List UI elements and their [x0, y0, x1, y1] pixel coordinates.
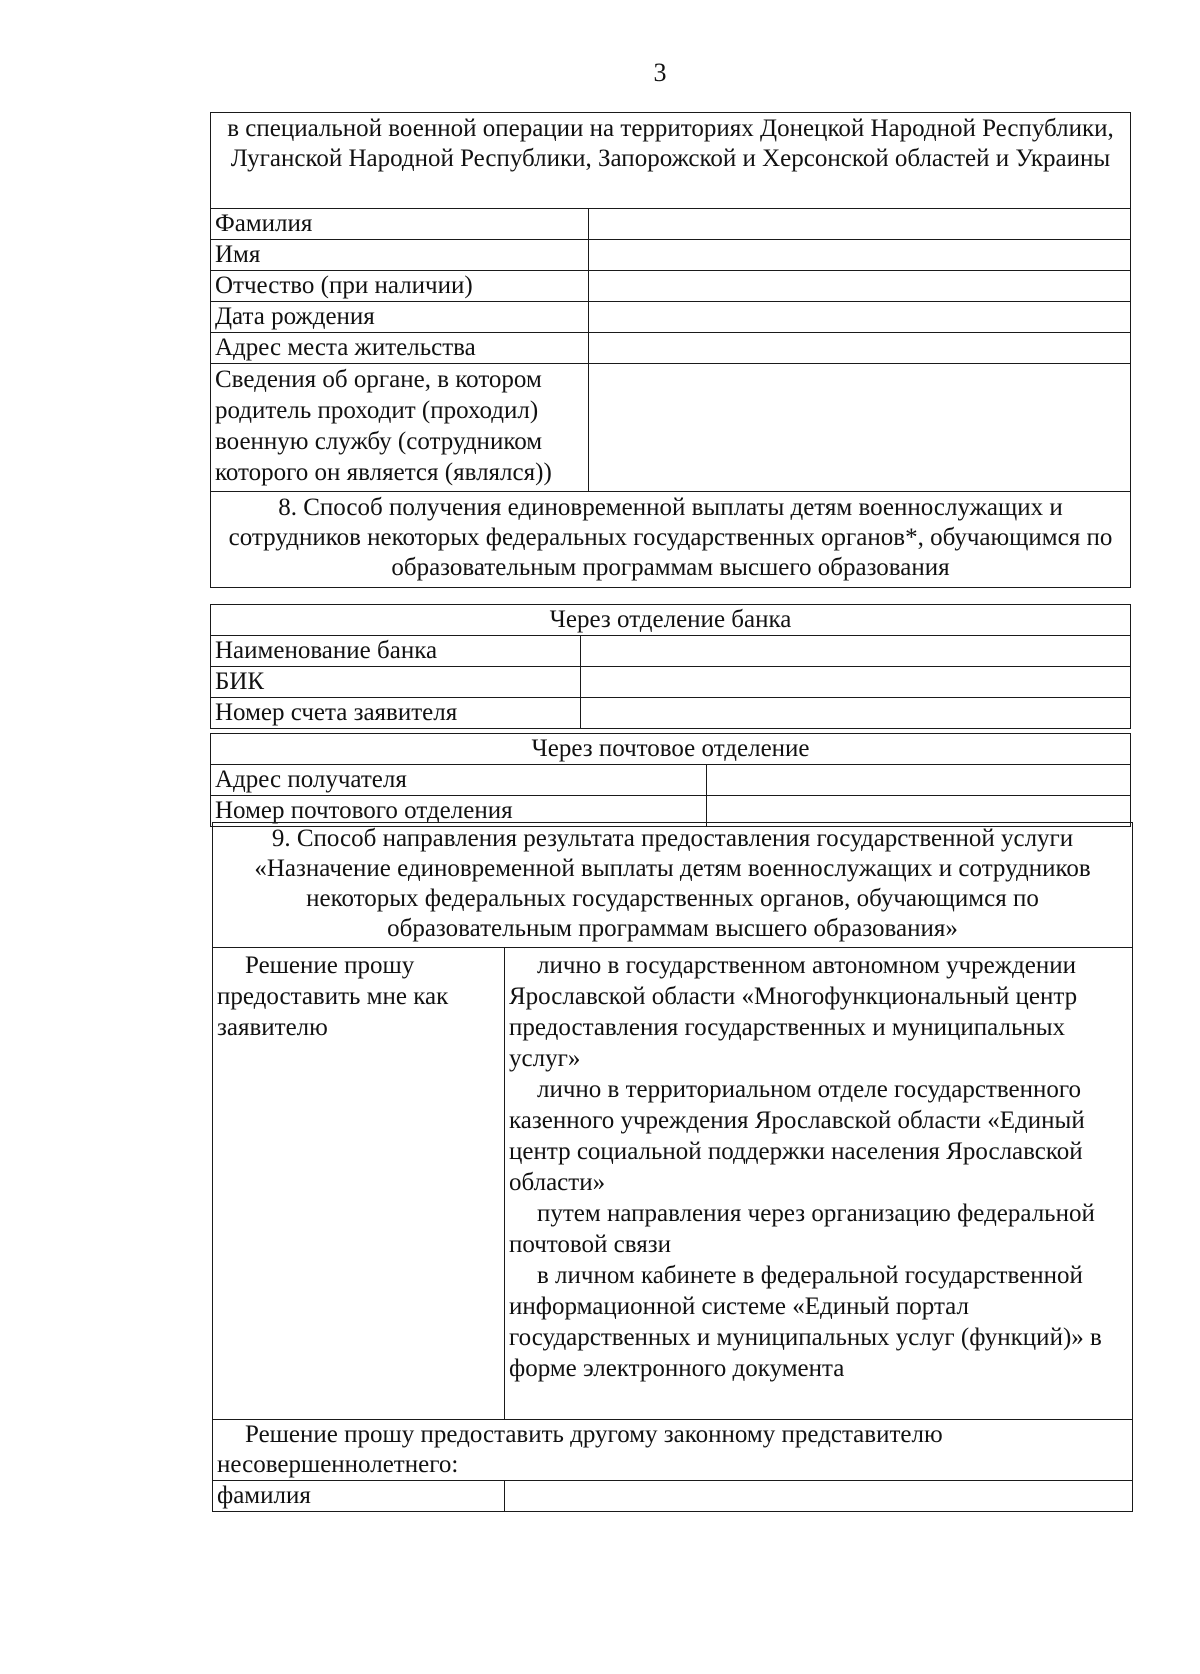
label-bank-name: Наименование банка — [211, 636, 581, 667]
table-row — [211, 209, 1131, 240]
label-surname: Фамилия — [211, 209, 589, 240]
name-field[interactable] — [589, 240, 1131, 271]
table-row — [211, 765, 1131, 796]
label-address: Адрес места жительства — [211, 333, 589, 364]
other-representative-text: Решение прошу предоставить другому законному представителю несовершеннолетнего: — [213, 1420, 1133, 1481]
bik-field[interactable] — [581, 667, 1131, 698]
table-row — [211, 667, 1131, 698]
section9-header: 9. Способ направления результата предоставления государственной услуги «Назначение единовременной выплаты детям военнослужащих и сотрудников некоторых федеральных государственных органов, обучающимся по образовательным программам высшего образования» — [213, 823, 1133, 948]
table-row — [211, 636, 1131, 667]
option-postal-service[interactable]: путем направления через организацию федеральной почтовой связи — [509, 1200, 1095, 1258]
parent-info-table — [210, 112, 1131, 588]
applicant-label: Решение прошу предоставить мне как заявителю — [213, 948, 505, 1420]
table-row — [211, 698, 1131, 729]
bank-table — [210, 604, 1131, 729]
table-row — [211, 240, 1131, 271]
option-mfc[interactable]: лично в государственном автономном учреждении Ярославской области «Многофункциональный центр предоставления государственных и муниципальных услуг» — [509, 952, 1078, 1072]
page-number: 3 — [653, 58, 667, 87]
label-bik: БИК — [211, 667, 581, 698]
option-social-support-center[interactable]: лично в территориальном отделе государственного казенного учреждения Ярославской области «Единый центр социальной поддержки населения Ярославской области» — [509, 1076, 1085, 1196]
label-patronymic: Отчество (при наличии) — [211, 271, 589, 302]
label-account-number: Номер счета заявителя — [211, 698, 581, 729]
table-row — [211, 364, 1131, 492]
label-rep-surname: фамилия — [213, 1481, 505, 1512]
recipient-address-field[interactable] — [707, 765, 1131, 796]
service-body-field[interactable] — [589, 364, 1131, 492]
section7-header: в специальной военной операции на территориях Донецкой Народной Республики, Луганской Народной Республики, Запорожской и Херсонской областей и Украины — [211, 113, 1131, 209]
rep-surname-field[interactable] — [505, 1481, 1133, 1512]
table-row — [211, 333, 1131, 364]
patronymic-field[interactable] — [589, 271, 1131, 302]
option-gosuslugi-portal[interactable]: в личном кабинете в федеральной государственной информационной системе «Единый портал государственных и муниципальных услуг (функций)» в форме электронного документа — [509, 1262, 1102, 1382]
post-table — [210, 733, 1131, 827]
table-row — [213, 1481, 1133, 1512]
bank-name-field[interactable] — [581, 636, 1131, 667]
table-row — [211, 271, 1131, 302]
table-row — [211, 302, 1131, 333]
post-title: Через почтовое отделение — [211, 734, 1131, 765]
label-birth-date: Дата рождения — [211, 302, 589, 333]
surname-field[interactable] — [589, 209, 1131, 240]
label-post-office-number: Номер почтового отделения — [211, 796, 707, 827]
delivery-options — [505, 948, 1133, 1420]
label-name: Имя — [211, 240, 589, 271]
bank-title: Через отделение банка — [211, 605, 1131, 636]
label-service-body: Сведения об органе, в котором родитель проходит (проходил) военную службу (сотрудником которого он является (являлся)) — [211, 364, 589, 492]
result-method-table — [212, 822, 1133, 1512]
address-field[interactable] — [589, 333, 1131, 364]
birth-date-field[interactable] — [589, 302, 1131, 333]
label-recipient-address: Адрес получателя — [211, 765, 707, 796]
account-number-field[interactable] — [581, 698, 1131, 729]
table-row — [213, 948, 1133, 1420]
section8-header: 8. Способ получения единовременной выплаты детям военнослужащих и сотрудников некоторых федеральных государственных органов*, обучающимся по образовательным программам высшего образования — [211, 492, 1131, 588]
